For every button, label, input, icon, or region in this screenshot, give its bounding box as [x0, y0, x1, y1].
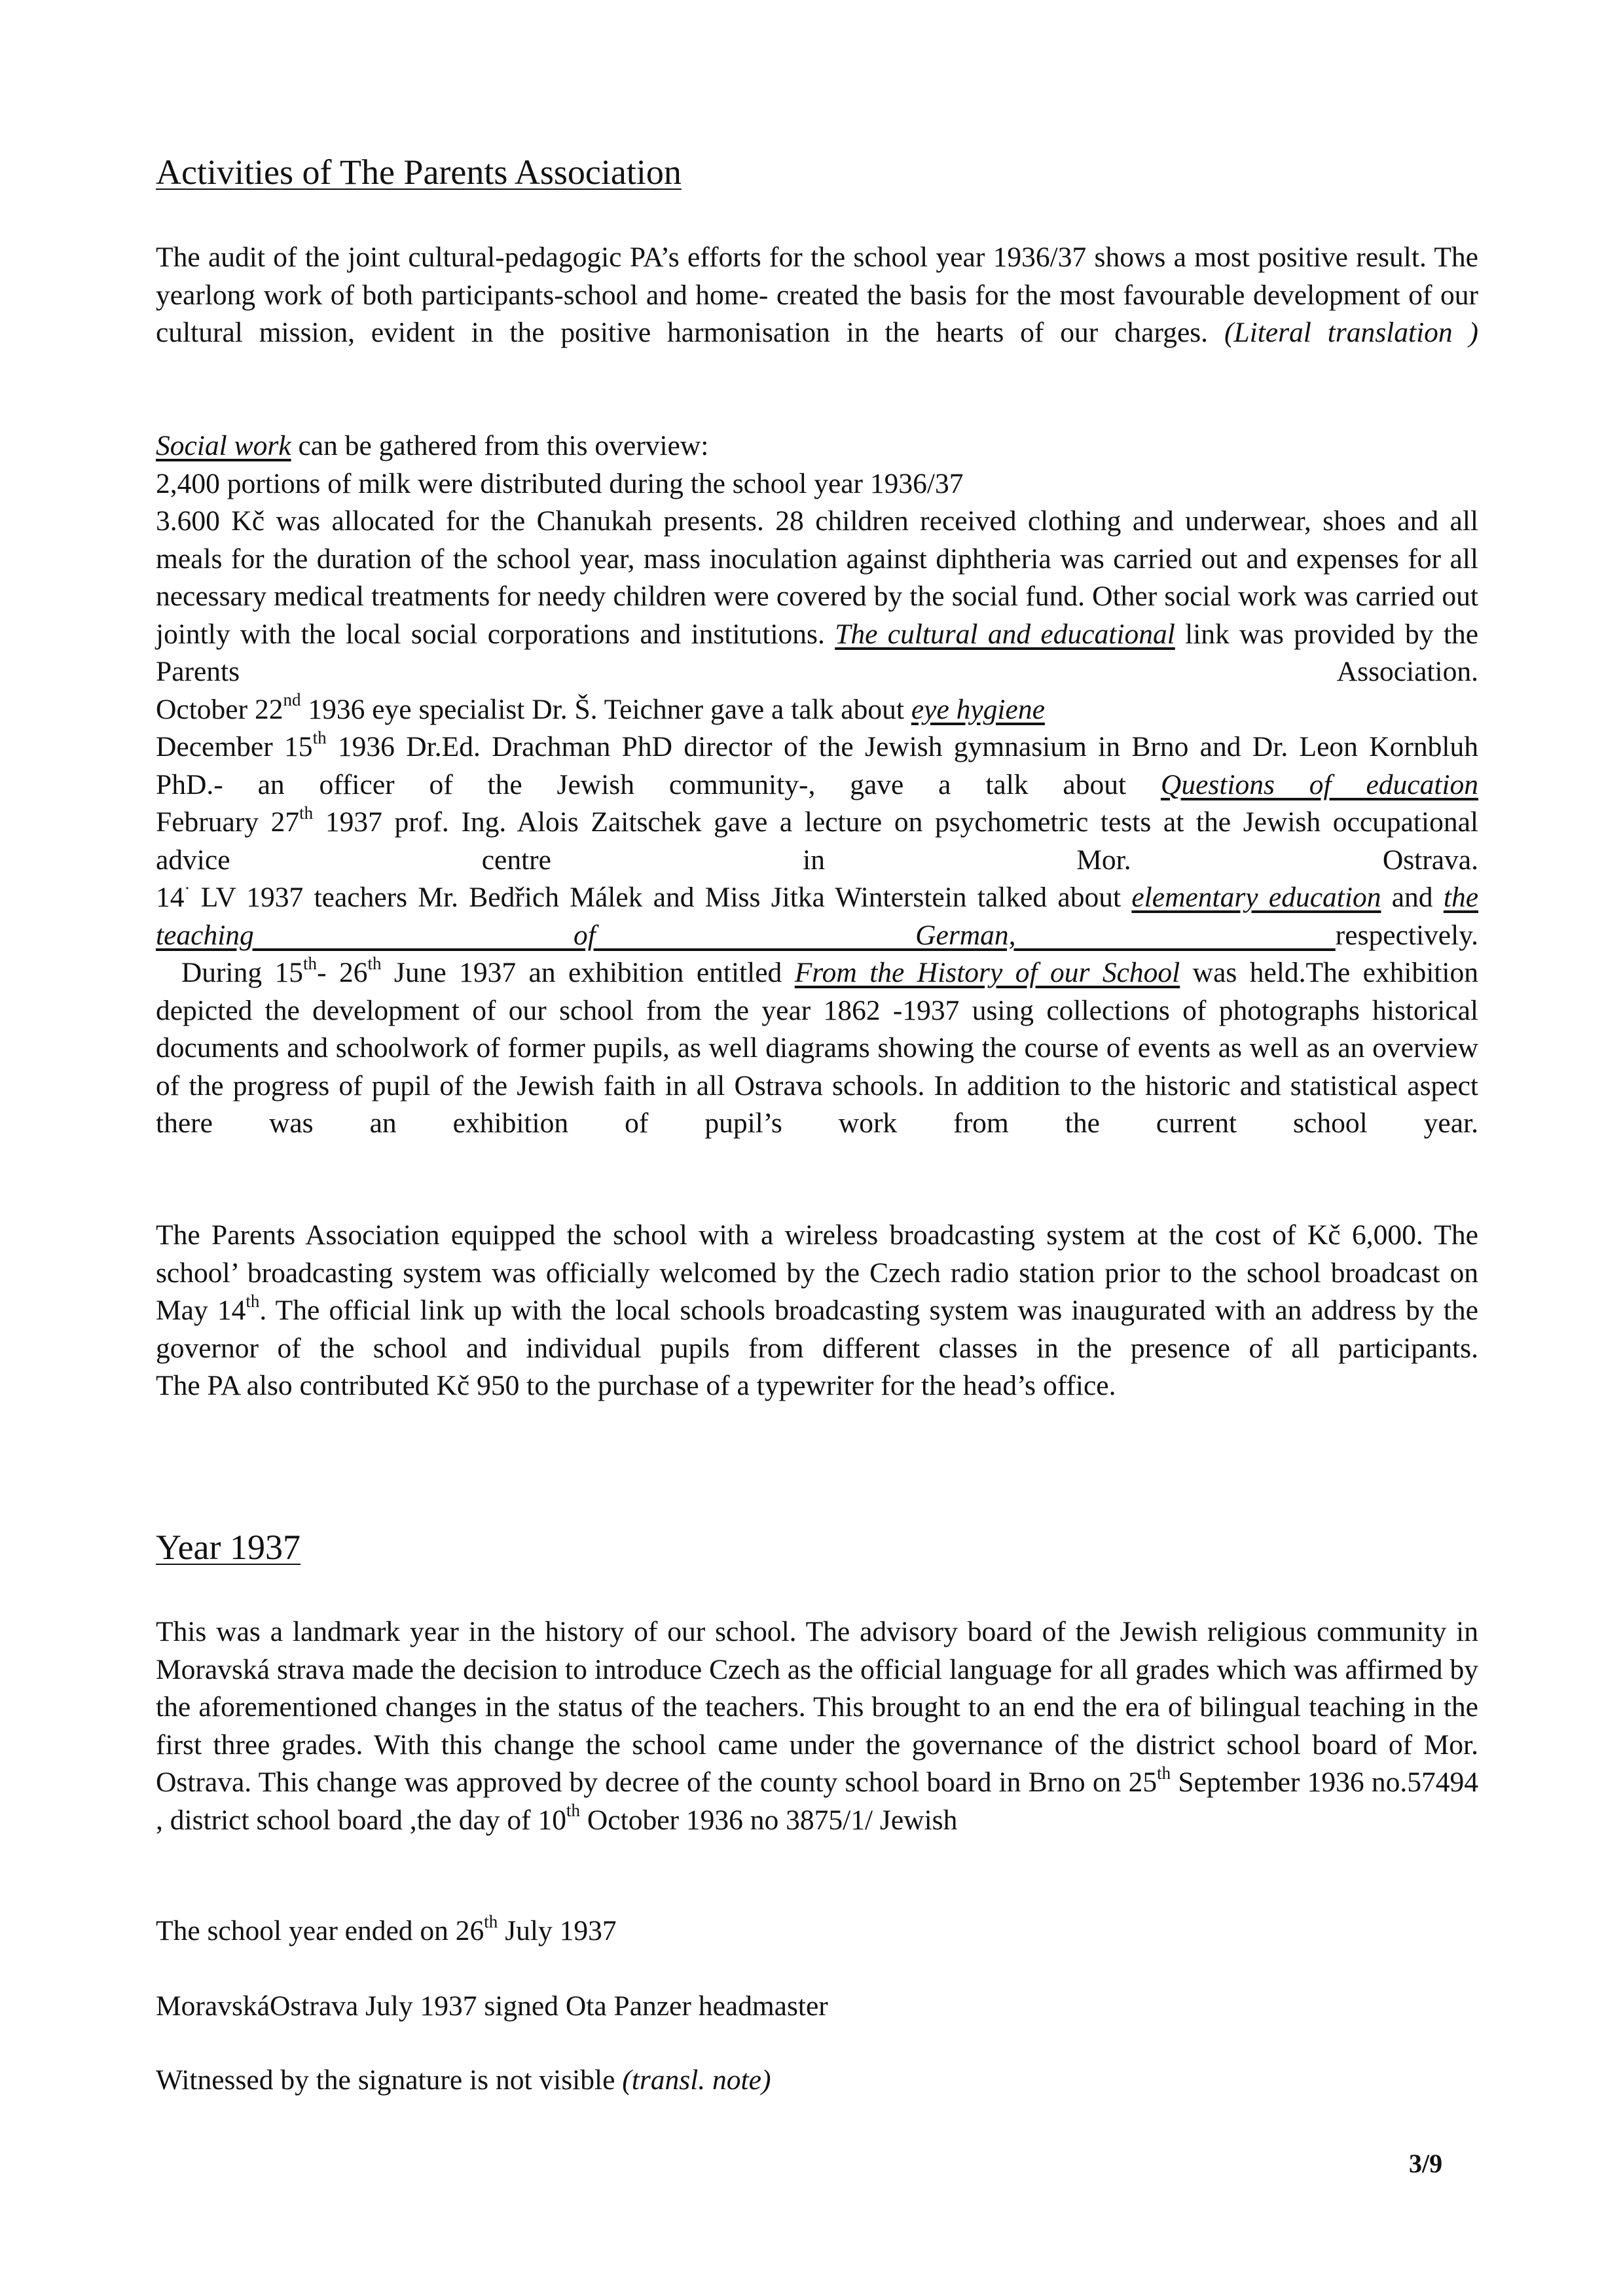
witness-line: Witnessed by the signature is not visible (transl. note)	[156, 2064, 771, 2096]
topic-elementary-education: elementary education	[1131, 882, 1381, 913]
intro-text: The audit of the joint cultural-pedagogic PA’s efforts for the school year 1936/37 shows a most positive result. The yearlong work of both participants-school and home- created the basis for the most favourable development of our cultural mission, evident in the positive harmonisation in the hearts of our charges.	[156, 242, 1478, 348]
talk-december: December 15th 1936 Dr.Ed. Drachman PhD director of the Jewish gymnasium in Brno and Dr. Leon Kornbluh PhD.- an officer of the Jewish community-, gave a talk about Questions of education	[156, 727, 1479, 800]
social-text: 3.600 Kč was allocated for the Chanukah presents. 28 children received clothing and underwear, shoes and all meals for the duration of the school year, mass inoculation against diphtheria was carried out and expenses for all necessary medical treatments for needy children were covered by the social fund. Other social work was carried out jointly with the local social corporations and institutions.	[156, 505, 1478, 650]
social-work-label: Social work	[156, 430, 291, 461]
social-work-paragraph	[156, 427, 1486, 1143]
lecture-february: February 27th 1937 prof. Ing. Alois Zaitschek gave a lecture on psychometric tests at the Jewish occupational advice centre in Mor. Ostrava.	[156, 802, 1478, 876]
broadcasting-paragraph: The Parents Association equipped the school with a wireless broadcasting system at the cost of Kč 6,000. The school’ broadcasting system was officially welcomed by the Czech radio station prior to the school broadcast on May 14th. The official link up with the local schools broadcasting system was inaugurated with an address by the governor of the school and individual pupils from different classes in the presence of all participants. The PA also contributed Kč 950 to the purchase of a typewriter for the head’s office.	[156, 1217, 1478, 1405]
section-heading-year-1937: Year 1937	[156, 1528, 301, 1567]
topic-teaching-of-german: the teaching of German,	[156, 882, 1479, 951]
witness-note: (transl. note)	[622, 2064, 771, 2096]
signed-line: MoravskáOstrava July 1937 signed Ota Panzer headmaster	[156, 1990, 828, 2022]
exhibition-paragraph: During 15th- 26th June 1937 an exhibition entitled From the History of our School was held.The exhibition depicted the development of our school from the year 1862 -1937 using collections of photographs historical documents and schoolwork of former pupils, as well diagrams showing the course of events as well as an overview of the progress of pupil of the Jewish faith in all Ostrava schools. In addition to the historic and statistical aspect there was an exhibition of pupil’s work from the current school year.	[156, 953, 1486, 1139]
talk-lv: 14· LV 1937 teachers Mr. Bedřich Málek and Miss Jitka Winterstein talked about elementary education and the teaching of German, respectively.	[156, 878, 1479, 951]
cultural-rest: link was provided by the Parents Association.	[156, 618, 1479, 687]
intro-note: (Literal translation )	[1224, 317, 1479, 348]
intro-paragraph	[156, 239, 1478, 352]
talk-october: October 22nd 1936 eye specialist Dr. Š. Teichner gave a talk about eye hygiene	[156, 690, 1045, 725]
exhibition-title: From the History of our School	[794, 957, 1180, 988]
typewriter-line: The PA also contributed Kč 950 to the purchase of a typewriter for the head’s office.	[156, 1370, 1116, 1401]
milk-line: 2,400 portions of milk were distributed during the school year 1936/37	[156, 467, 964, 499]
school-year-ended: The school year ended on 26th July 1937	[156, 1911, 617, 1946]
topic-questions-of-education: Questions of education	[1160, 768, 1479, 800]
section-heading-activities: Activities of The Parents Association	[156, 152, 682, 192]
page-number: 3/9	[1409, 2149, 1443, 2178]
year-1937-paragraph: This was a landmark year in the history of our school. The advisory board of the Jewish religious community in Moravská strava made the decision to introduce Czech as the official language for all grades which was affirmed by the aforementioned changes in the status of the teachers. This brought to an end the era of bilingual teaching in the first three grades. With this change the school came under the governance of the district school board of Mor. Ostrava. This change was approved by decree of the county school board in Brno on 25th September 1936 no.57494 , district school board ,the day of 10th October 1936 no 3875/1/ Jewish	[156, 1616, 1478, 1836]
social-work-intro: can be gathered from this overview:	[291, 430, 709, 461]
topic-eye-hygiene: eye hygiene	[911, 693, 1045, 725]
cultural-label: The cultural and educational	[835, 618, 1175, 650]
